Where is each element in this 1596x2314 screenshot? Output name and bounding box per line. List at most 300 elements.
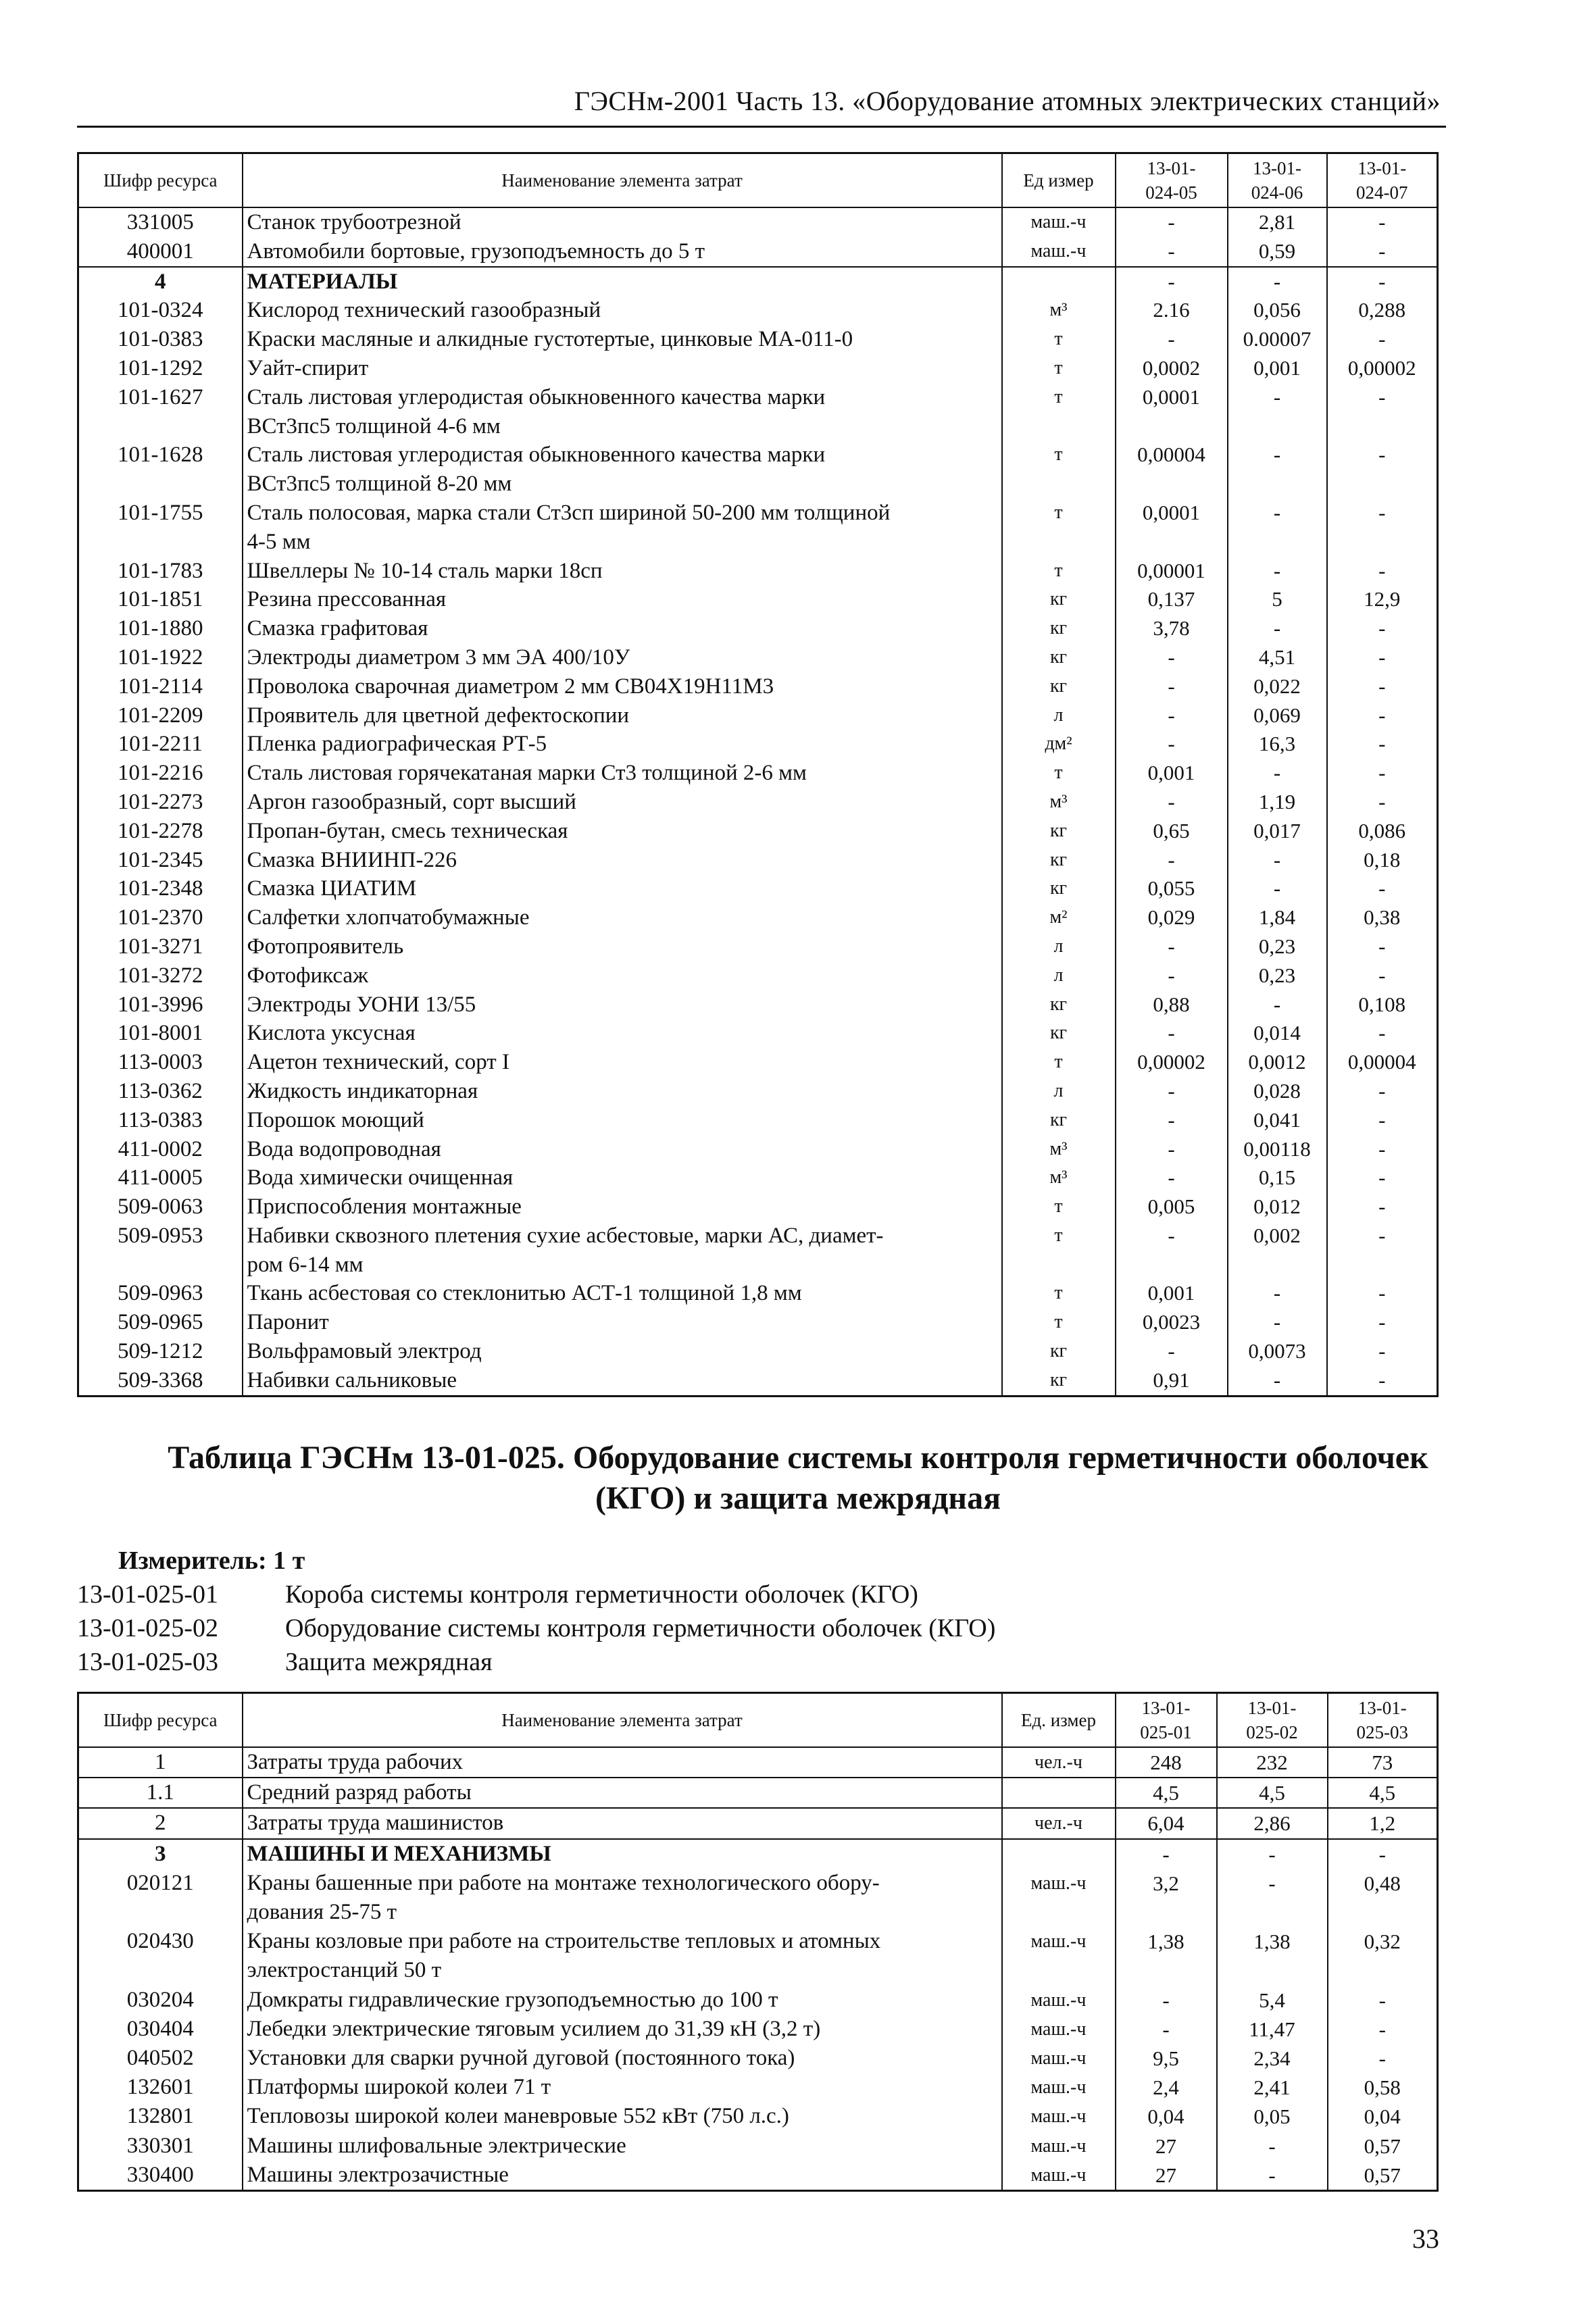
- value-cell: -: [1327, 1222, 1438, 1280]
- resource-name: Сталь листовая углеродистая обыкновенного качества марки ВСт3пс5 толщиной 4-6 мм: [243, 383, 1002, 441]
- table-row: [78, 1366, 1438, 1396]
- value-cell: 16,3: [1228, 730, 1327, 759]
- resource-name: Затраты труда рабочих: [243, 1747, 1002, 1778]
- value-cell: 232: [1217, 1747, 1328, 1778]
- value-cell: -: [1328, 1986, 1438, 2015]
- resource-code: 101-2278: [78, 817, 243, 846]
- column-header: Наименование элемента затрат: [243, 153, 1002, 208]
- unit: т: [1002, 1308, 1116, 1337]
- table-row: [78, 2015, 1438, 2044]
- resource-name: Вода химически очищенная: [243, 1163, 1002, 1192]
- column-header: Ед. измер: [1002, 1693, 1116, 1748]
- value-cell: 0,028: [1228, 1077, 1327, 1106]
- resource-name: Сталь листовая горячекатаная марки Ст3 толщиной 2-6 мм: [243, 759, 1002, 788]
- table-row: [78, 2161, 1438, 2191]
- column-header: Ед измер: [1002, 153, 1116, 208]
- resource-name: Пленка радиографическая РТ-5: [243, 730, 1002, 759]
- resource-name: Жидкость индикаторная: [243, 1077, 1002, 1106]
- value-cell: -: [1327, 207, 1438, 237]
- resource-code: 331005: [78, 207, 243, 237]
- value-cell: 0,59: [1228, 237, 1327, 267]
- unit: л: [1002, 1077, 1116, 1106]
- value-cell: -: [1228, 1308, 1327, 1337]
- table-row: [78, 932, 1438, 961]
- value-cell: 4,5: [1328, 1778, 1438, 1808]
- section-row: [78, 1839, 1438, 1869]
- column-header: 13-01- 025-03: [1328, 1693, 1438, 1748]
- value-cell: 0,029: [1116, 903, 1228, 932]
- value-cell: -: [1327, 1337, 1438, 1366]
- unit: маш.-ч: [1002, 2015, 1116, 2044]
- resource-name: Смазка ЦИАТИМ: [243, 874, 1002, 903]
- value-cell: -: [1327, 932, 1438, 961]
- unit: [1002, 267, 1116, 297]
- resource-code: 3: [78, 1839, 243, 1869]
- value-cell: 5,4: [1217, 1986, 1328, 2015]
- unit: маш.-ч: [1002, 2044, 1116, 2073]
- value-cell: -: [1327, 499, 1438, 557]
- value-cell: 0,012: [1228, 1192, 1327, 1222]
- unit: кг: [1002, 672, 1116, 701]
- page-number: 33: [1412, 2223, 1439, 2254]
- value-cell: -: [1116, 961, 1228, 990]
- unit: чел.-ч: [1002, 1808, 1116, 1838]
- value-cell: -: [1116, 701, 1228, 730]
- table-title-continued: (КГО) и защита межрядная: [595, 1480, 1001, 1516]
- resource-name: Машины электрозачистные: [243, 2161, 1002, 2191]
- value-cell: 4,5: [1217, 1778, 1328, 1808]
- value-cell: 0,288: [1327, 296, 1438, 325]
- value-cell: 0,0012: [1228, 1048, 1327, 1077]
- value-cell: 9,5: [1116, 2044, 1217, 2073]
- value-cell: -: [1327, 672, 1438, 701]
- value-cell: -: [1116, 1163, 1228, 1192]
- resource-code: 509-1212: [78, 1337, 243, 1366]
- value-cell: -: [1327, 1192, 1438, 1222]
- table-row: [78, 1747, 1438, 1778]
- resource-code: 1: [78, 1747, 243, 1778]
- value-cell: 1,19: [1228, 788, 1327, 817]
- value-cell: 1,38: [1217, 1927, 1328, 1985]
- value-cell: 1,84: [1228, 903, 1327, 932]
- table-row: [78, 325, 1438, 354]
- value-cell: 6,04: [1116, 1808, 1217, 1838]
- value-cell: -: [1228, 267, 1327, 297]
- resource-name: Домкраты гидравлические грузоподъемностью до 100 т: [243, 1986, 1002, 2015]
- unit: кг: [1002, 990, 1116, 1020]
- value-cell: 0,137: [1116, 585, 1228, 614]
- measure-value: 1 т: [273, 1546, 305, 1575]
- resource-name: Средний разряд работы: [243, 1778, 1002, 1808]
- value-cell: 0,58: [1328, 2073, 1438, 2102]
- resource-code: 509-3368: [78, 1366, 243, 1396]
- value-cell: 0,23: [1228, 932, 1327, 961]
- unit: м³: [1002, 788, 1116, 817]
- value-cell: -: [1327, 1135, 1438, 1164]
- resource-code: 113-0362: [78, 1077, 243, 1106]
- table-row: [78, 1192, 1438, 1222]
- table-row: [78, 557, 1438, 586]
- unit: кг: [1002, 585, 1116, 614]
- value-cell: 0,00004: [1327, 1048, 1438, 1077]
- resource-name: Ацетон технический, сорт I: [243, 1048, 1002, 1077]
- value-cell: -: [1116, 1986, 1217, 2015]
- value-cell: 0,001: [1116, 1279, 1228, 1308]
- resource-code: 509-0063: [78, 1192, 243, 1222]
- value-cell: -: [1327, 237, 1438, 267]
- resource-code: 411-0002: [78, 1135, 243, 1164]
- value-cell: 0,48: [1328, 1869, 1438, 1927]
- resource-code: 132601: [78, 2073, 243, 2102]
- resource-name: Лебедки электрические тяговым усилием до 31,39 кН (3,2 т): [243, 2015, 1002, 2044]
- column-header: Шифр ресурса: [78, 1693, 243, 1748]
- value-cell: 3,2: [1116, 1869, 1217, 1927]
- value-cell: 0,014: [1228, 1019, 1327, 1048]
- resource-name: Вольфрамовый электрод: [243, 1337, 1002, 1366]
- value-cell: 0,005: [1116, 1192, 1228, 1222]
- value-cell: -: [1228, 990, 1327, 1020]
- value-cell: -: [1228, 874, 1327, 903]
- value-cell: 0,0073: [1228, 1337, 1327, 1366]
- value-cell: -: [1116, 932, 1228, 961]
- resource-code: 101-1628: [78, 441, 243, 499]
- value-cell: -: [1116, 267, 1228, 297]
- variant-name: Оборудование системы контроля герметичности оболочек (КГО): [285, 1614, 996, 1642]
- value-cell: 0,002: [1228, 1222, 1327, 1280]
- value-cell: 0,055: [1116, 874, 1228, 903]
- value-cell: 2.16: [1116, 296, 1228, 325]
- unit: чел.-ч: [1002, 1747, 1116, 1778]
- value-cell: -: [1327, 325, 1438, 354]
- value-cell: 1,38: [1116, 1927, 1217, 1985]
- resource-name: Затраты труда машинистов: [243, 1808, 1002, 1838]
- value-cell: -: [1327, 788, 1438, 817]
- resource-code: 101-8001: [78, 1019, 243, 1048]
- value-cell: -: [1217, 1839, 1328, 1869]
- value-cell: 0,32: [1328, 1927, 1438, 1985]
- variant-code: 13-01-025-01: [77, 1580, 218, 1609]
- value-cell: -: [1327, 1366, 1438, 1396]
- value-cell: 0,041: [1228, 1106, 1327, 1135]
- resource-name: Порошок моющий: [243, 1106, 1002, 1135]
- unit: кг: [1002, 846, 1116, 875]
- resource-name: Ткань асбестовая со стеклонитью АСТ-1 толщиной 1,8 мм: [243, 1279, 1002, 1308]
- resource-name: Электроды УОНИ 13/55: [243, 990, 1002, 1020]
- resource-code: 101-3272: [78, 961, 243, 990]
- resource-name: Фотофиксаж: [243, 961, 1002, 990]
- table-row: [78, 2044, 1438, 2073]
- value-cell: -: [1217, 2132, 1328, 2161]
- unit: кг: [1002, 1106, 1116, 1135]
- table-row: [78, 672, 1438, 701]
- unit: маш.-ч: [1002, 1986, 1116, 2015]
- unit: т: [1002, 325, 1116, 354]
- value-cell: 0,0001: [1116, 383, 1228, 441]
- table-row: [78, 1048, 1438, 1077]
- table-row: [78, 383, 1438, 441]
- resource-name: Проявитель для цветной дефектоскопии: [243, 701, 1002, 730]
- value-cell: -: [1327, 874, 1438, 903]
- table-row: [78, 237, 1438, 267]
- table-row: [78, 903, 1438, 932]
- resource-name: Платформы широкой колеи 71 т: [243, 2073, 1002, 2102]
- resource-name: Краны козловые при работе на строительстве тепловых и атомных электростанций 50 т: [243, 1927, 1002, 1985]
- resource-code: 101-2370: [78, 903, 243, 932]
- resource-code: 020430: [78, 1927, 243, 1985]
- unit: т: [1002, 557, 1116, 586]
- measure-label: Измеритель:: [118, 1546, 267, 1575]
- value-cell: -: [1327, 1106, 1438, 1135]
- variant-item: [77, 1647, 493, 1677]
- column-header: 13-01- 025-02: [1217, 1693, 1328, 1748]
- value-cell: 5: [1228, 585, 1327, 614]
- resource-name: Кислород технический газообразный: [243, 296, 1002, 325]
- resource-name: Уайт-спирит: [243, 354, 1002, 383]
- resource-name: Паронит: [243, 1308, 1002, 1337]
- value-cell: -: [1328, 2044, 1438, 2073]
- resource-code: 101-2114: [78, 672, 243, 701]
- value-cell: 0,18: [1327, 846, 1438, 875]
- value-cell: -: [1228, 1366, 1327, 1396]
- unit: [1002, 1839, 1116, 1869]
- value-cell: 2,81: [1228, 207, 1327, 237]
- value-cell: 3,78: [1116, 614, 1228, 643]
- value-cell: -: [1228, 383, 1327, 441]
- value-cell: 1,2: [1328, 1808, 1438, 1838]
- resource-code: 509-0963: [78, 1279, 243, 1308]
- value-cell: 0,04: [1328, 2102, 1438, 2131]
- value-cell: -: [1327, 441, 1438, 499]
- resource-code: 101-2209: [78, 701, 243, 730]
- resource-name: Автомобили бортовые, грузоподъемность до 5 т: [243, 237, 1002, 267]
- header-rule: [77, 126, 1446, 128]
- table-row: [78, 1869, 1438, 1927]
- value-cell: -: [1328, 2015, 1438, 2044]
- value-cell: -: [1116, 672, 1228, 701]
- resource-name: Сталь полосовая, марка стали Ст3сп шириной 50-200 мм толщиной 4-5 мм: [243, 499, 1002, 557]
- table-row: [78, 1077, 1438, 1106]
- value-cell: -: [1228, 614, 1327, 643]
- resource-table-025: [77, 1692, 1439, 2192]
- resource-code: 030204: [78, 1986, 243, 2015]
- value-cell: 0,57: [1328, 2132, 1438, 2161]
- unit: л: [1002, 961, 1116, 990]
- unit: маш.-ч: [1002, 207, 1116, 237]
- value-cell: 0,05: [1217, 2102, 1328, 2131]
- table-row: [78, 614, 1438, 643]
- resource-code: 2: [78, 1808, 243, 1838]
- table-row: [78, 441, 1438, 499]
- value-cell: -: [1327, 759, 1438, 788]
- resource-code: 101-2348: [78, 874, 243, 903]
- unit: маш.-ч: [1002, 1927, 1116, 1985]
- value-cell: 0,108: [1327, 990, 1438, 1020]
- resource-name: Машины шлифовальные электрические: [243, 2132, 1002, 2161]
- value-cell: 4,51: [1228, 643, 1327, 672]
- resource-code: 101-3996: [78, 990, 243, 1020]
- variant-name: Короба системы контроля герметичности оболочек (КГО): [285, 1580, 918, 1609]
- measure-unit: [118, 1546, 305, 1576]
- unit: т: [1002, 1279, 1116, 1308]
- value-cell: 0,0023: [1116, 1308, 1228, 1337]
- unit: л: [1002, 701, 1116, 730]
- resource-name: Резина прессованная: [243, 585, 1002, 614]
- unit: маш.-ч: [1002, 2102, 1116, 2131]
- table-row: [78, 296, 1438, 325]
- resource-name: Аргон газообразный, сорт высший: [243, 788, 1002, 817]
- value-cell: 0,0001: [1116, 499, 1228, 557]
- value-cell: -: [1116, 237, 1228, 267]
- resource-table-024: [77, 152, 1439, 1397]
- value-cell: 0,15: [1228, 1163, 1327, 1192]
- section-row: [78, 267, 1438, 297]
- unit: м³: [1002, 296, 1116, 325]
- table-row: [78, 730, 1438, 759]
- resource-name: Набивки сквозного плетения сухие асбестовые, марки АС, диамет- ром 6-14 мм: [243, 1222, 1002, 1280]
- value-cell: -: [1327, 267, 1438, 297]
- value-cell: 0,086: [1327, 817, 1438, 846]
- table-row: [78, 874, 1438, 903]
- table-row: [78, 1308, 1438, 1337]
- table-row: [78, 788, 1438, 817]
- unit: л: [1002, 932, 1116, 961]
- value-cell: 0,017: [1228, 817, 1327, 846]
- resource-name: МАШИНЫ И МЕХАНИЗМЫ: [243, 1839, 1002, 1869]
- value-cell: 2,41: [1217, 2073, 1328, 2102]
- resource-code: 101-2273: [78, 788, 243, 817]
- unit: кг: [1002, 1366, 1116, 1396]
- resource-name: Сталь листовая углеродистая обыкновенного качества марки ВСт3пс5 толщиной 8-20 мм: [243, 441, 1002, 499]
- value-cell: -: [1228, 557, 1327, 586]
- unit: кг: [1002, 614, 1116, 643]
- unit: маш.-ч: [1002, 1869, 1116, 1927]
- value-cell: 0,88: [1116, 990, 1228, 1020]
- value-cell: 4,5: [1116, 1778, 1217, 1808]
- resource-name: Краски масляные и алкидные густотертые, цинковые МА-011-0: [243, 325, 1002, 354]
- column-header: 13-01- 024-06: [1228, 153, 1327, 208]
- table-row: [78, 1019, 1438, 1048]
- resource-name: Электроды диаметром 3 мм ЭА 400/10У: [243, 643, 1002, 672]
- value-cell: 0,001: [1116, 759, 1228, 788]
- resource-code: 400001: [78, 237, 243, 267]
- value-cell: 0,91: [1116, 1366, 1228, 1396]
- value-cell: -: [1327, 701, 1438, 730]
- resource-code: 030404: [78, 2015, 243, 2044]
- resource-code: 509-0953: [78, 1222, 243, 1280]
- value-cell: -: [1327, 1019, 1438, 1048]
- column-header: Наименование элемента затрат: [243, 1693, 1002, 1748]
- value-cell: -: [1327, 383, 1438, 441]
- column-header: 13-01- 024-05: [1116, 153, 1228, 208]
- table-row: [78, 585, 1438, 614]
- variant-code: 13-01-025-02: [77, 1614, 218, 1642]
- value-cell: -: [1116, 1077, 1228, 1106]
- value-cell: -: [1328, 1839, 1438, 1869]
- running-header: ГЭСНм-2001 Часть 13. «Оборудование атомных электрических станций»: [574, 86, 1441, 116]
- value-cell: -: [1228, 846, 1327, 875]
- resource-code: 132801: [78, 2102, 243, 2131]
- variant-item: [77, 1613, 995, 1643]
- unit: кг: [1002, 643, 1116, 672]
- table-row: [78, 990, 1438, 1020]
- table-row: [78, 1106, 1438, 1135]
- unit: м³: [1002, 1163, 1116, 1192]
- resource-name: Установки для сварки ручной дуговой (постоянного тока): [243, 2044, 1002, 2073]
- unit: дм²: [1002, 730, 1116, 759]
- value-cell: -: [1116, 1106, 1228, 1135]
- value-cell: -: [1116, 325, 1228, 354]
- unit: т: [1002, 441, 1116, 499]
- resource-name: Фотопроявитель: [243, 932, 1002, 961]
- value-cell: 0,38: [1327, 903, 1438, 932]
- table-row: [78, 354, 1438, 383]
- value-cell: 0,57: [1328, 2161, 1438, 2191]
- value-cell: -: [1327, 1279, 1438, 1308]
- value-cell: -: [1217, 2161, 1328, 2191]
- unit: т: [1002, 354, 1116, 383]
- table-row: [78, 1163, 1438, 1192]
- table-header-row: [78, 1693, 1438, 1748]
- value-cell: -: [1116, 1135, 1228, 1164]
- value-cell: 0,00118: [1228, 1135, 1327, 1164]
- resource-name: Швеллеры № 10-14 сталь марки 18сп: [243, 557, 1002, 586]
- value-cell: 0,23: [1228, 961, 1327, 990]
- resource-name: Вода водопроводная: [243, 1135, 1002, 1164]
- value-cell: -: [1116, 1019, 1228, 1048]
- unit: маш.-ч: [1002, 2132, 1116, 2161]
- table-row: [78, 2073, 1438, 2102]
- value-cell: -: [1327, 643, 1438, 672]
- value-cell: 248: [1116, 1747, 1217, 1778]
- unit: т: [1002, 383, 1116, 441]
- value-cell: -: [1327, 614, 1438, 643]
- table-row: [78, 759, 1438, 788]
- table-header-row: [78, 153, 1438, 208]
- unit: [1002, 1778, 1116, 1808]
- value-cell: 2,86: [1217, 1808, 1328, 1838]
- value-cell: -: [1116, 1337, 1228, 1366]
- table-row: [78, 961, 1438, 990]
- table-row: [78, 1279, 1438, 1308]
- resource-code: 330400: [78, 2161, 243, 2191]
- resource-code: 411-0005: [78, 1163, 243, 1192]
- value-cell: 2,34: [1217, 2044, 1328, 2073]
- table-row: [78, 1135, 1438, 1164]
- value-cell: 0,00002: [1327, 354, 1438, 383]
- resource-code: 040502: [78, 2044, 243, 2073]
- resource-code: 101-1851: [78, 585, 243, 614]
- value-cell: -: [1327, 1163, 1438, 1192]
- resource-code: 101-1755: [78, 499, 243, 557]
- unit: кг: [1002, 874, 1116, 903]
- resource-name: Салфетки хлопчатобумажные: [243, 903, 1002, 932]
- value-cell: -: [1116, 2015, 1217, 2044]
- resource-code: 101-1922: [78, 643, 243, 672]
- value-cell: 0,001: [1228, 354, 1327, 383]
- table-row: [78, 1222, 1438, 1280]
- resource-name: Проволока сварочная диаметром 2 мм СВ04Х19Н11М3: [243, 672, 1002, 701]
- value-cell: 0,65: [1116, 817, 1228, 846]
- resource-name: Тепловозы широкой колеи маневровые 552 кВт (750 л.с.): [243, 2102, 1002, 2131]
- unit: маш.-ч: [1002, 2073, 1116, 2102]
- value-cell: 0,056: [1228, 296, 1327, 325]
- value-cell: -: [1116, 1222, 1228, 1280]
- table-title: Таблица ГЭСНм 13-01-025. Оборудование системы контроля герметичности оболочек: [168, 1440, 1428, 1476]
- value-cell: -: [1217, 1869, 1328, 1927]
- table-row: [78, 2102, 1438, 2131]
- value-cell: 2,4: [1116, 2073, 1217, 2102]
- unit: кг: [1002, 1337, 1116, 1366]
